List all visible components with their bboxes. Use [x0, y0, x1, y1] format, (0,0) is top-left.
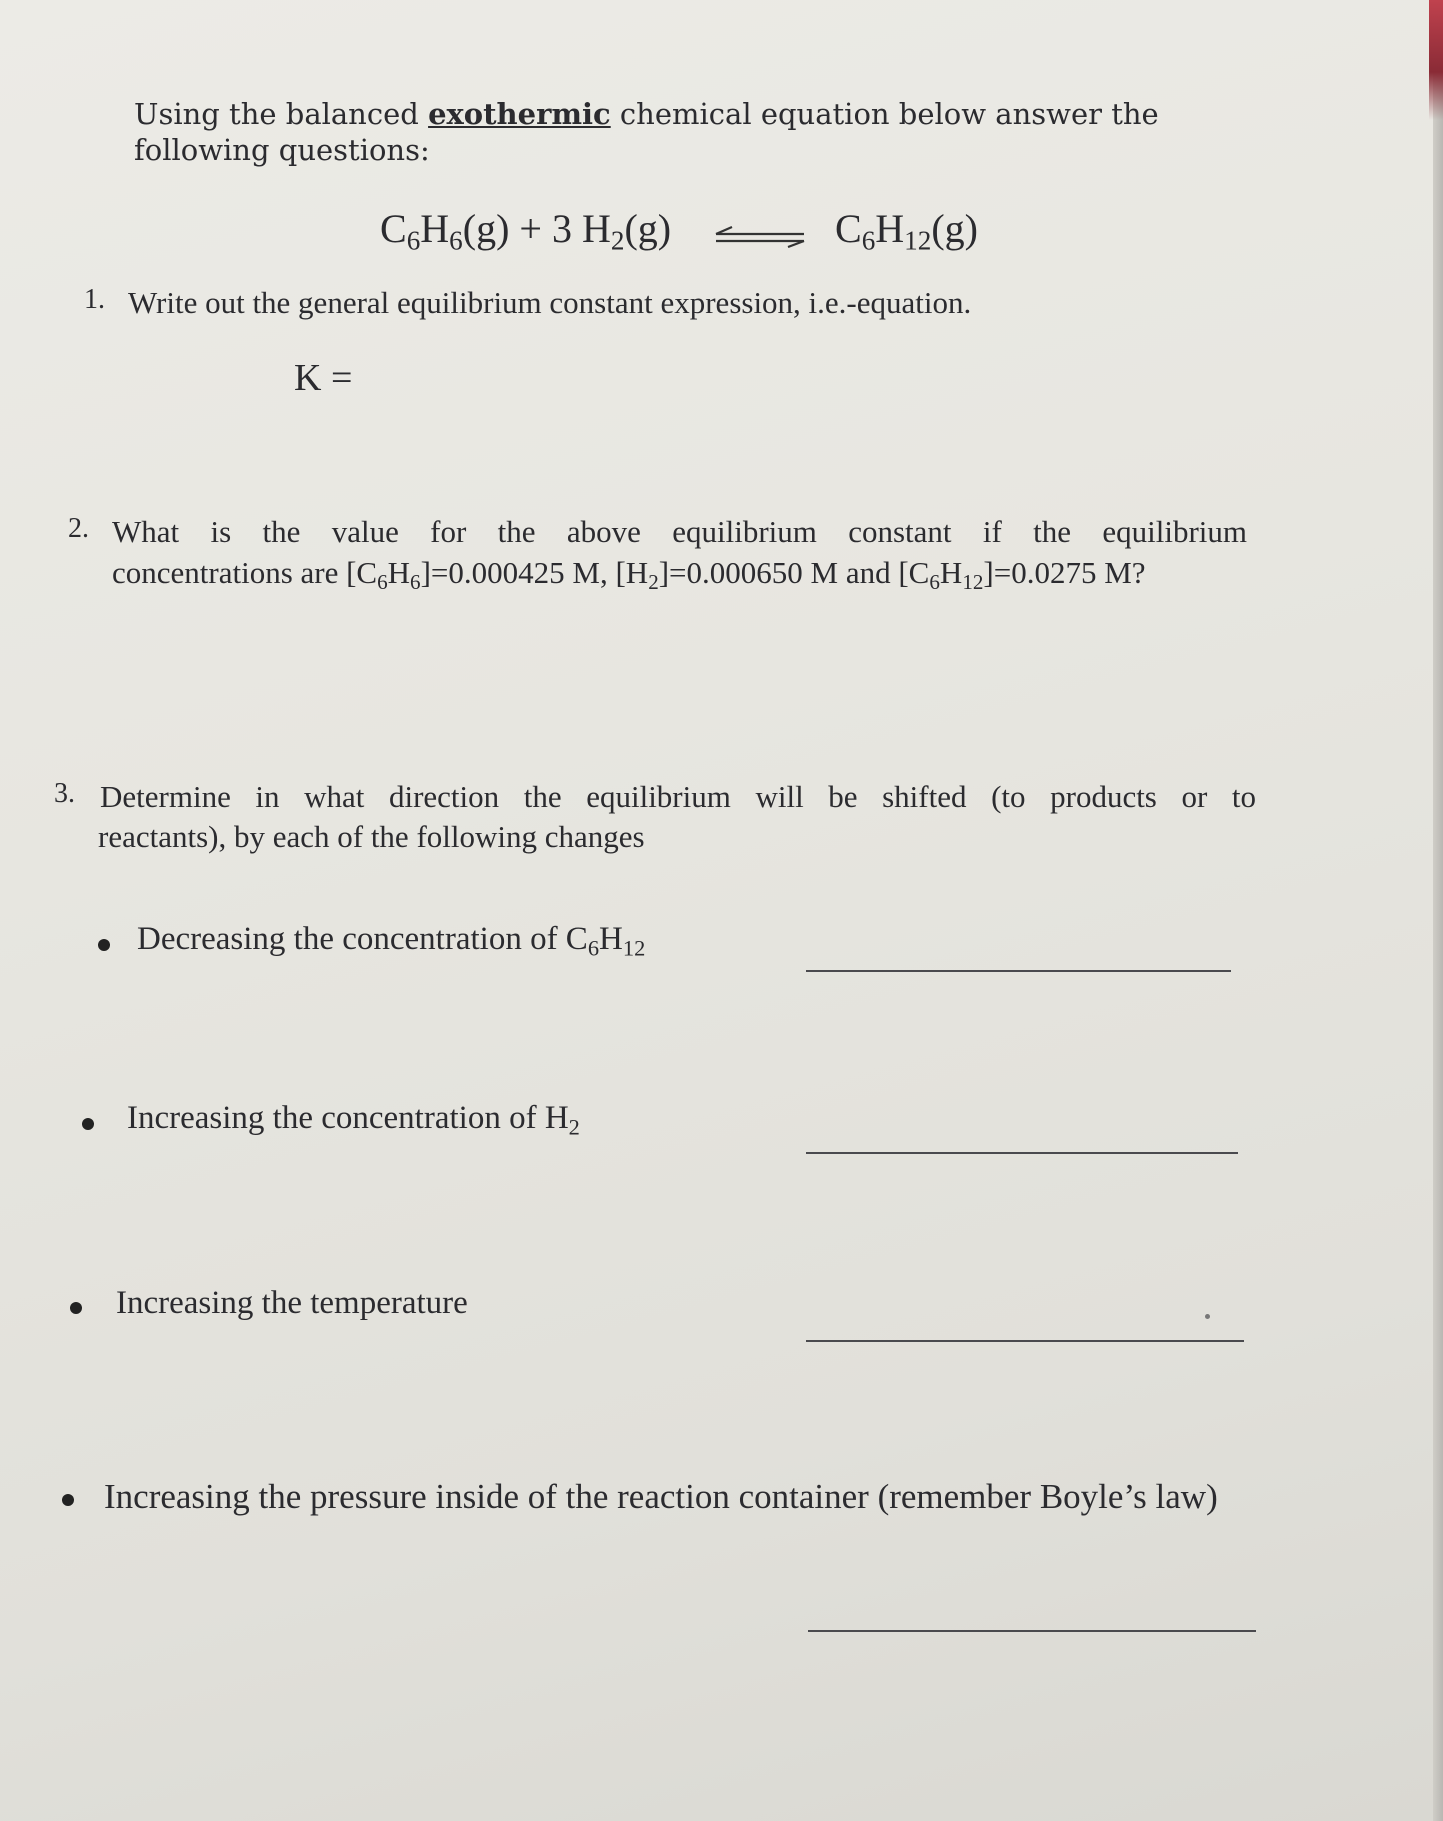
bullet-icon [98, 939, 110, 951]
bullet-increase-temperature: Increasing the temperature [116, 1285, 468, 1321]
equilibrium-arrows-icon [712, 226, 808, 248]
question-2-line-2: concentrations are $[C_6H_6]=0.000425$ M, $[H_2]=0.000650$ M and $[C_6H_{12}]=0.0275$ M? [112, 555, 1146, 594]
bullet-icon [62, 1494, 74, 1506]
answer-line-1[interactable] [806, 970, 1231, 972]
question-3-number: 3. [54, 778, 75, 809]
question-1-text: Write out the general equilibrium constant expression, i.e.-equation. [128, 285, 972, 320]
question-2-line-1: What is the value for the above equilibrium constant if the equilibrium [112, 514, 1247, 549]
answer-line-2[interactable] [806, 1152, 1238, 1154]
pencil-mark [1205, 1314, 1210, 1319]
chemical-equation-product: $C_6H_{12}(g)$ [835, 206, 978, 256]
bullet-decrease-c6h12: Decreasing the concentration of $C_6H_{12}$ [137, 921, 646, 961]
k-equals-label: K = [294, 357, 353, 399]
bullet-icon [70, 1302, 82, 1314]
intro-text: Using the balanced exothermic chemical equation below answer the following questions: [134, 97, 1159, 167]
bullet-increase-pressure: Increasing the pressure inside of the reaction container (remember Boyle’s law) [104, 1477, 1218, 1516]
bullet-icon [82, 1118, 94, 1130]
question-1-number: 1. [84, 284, 105, 315]
answer-line-3[interactable] [806, 1340, 1244, 1342]
bullet-increase-h2: Increasing the concentration of $H_2$ [127, 1100, 580, 1140]
chemical-equation-reactants: $C_6H_6(g) + 3$ $H_2(g)$ [380, 206, 672, 256]
exothermic-emphasis: exothermic [428, 97, 611, 131]
red-folder-corner [1429, 0, 1443, 120]
question-3-line-1: Determine in what direction the equilibrium will be shifted (to products or to [100, 779, 1256, 814]
answer-line-4[interactable] [808, 1630, 1256, 1632]
question-2-number: 2. [68, 513, 89, 544]
question-3-line-2: reactants), by each of the following changes [98, 819, 645, 854]
paper-edge [1433, 0, 1443, 1821]
